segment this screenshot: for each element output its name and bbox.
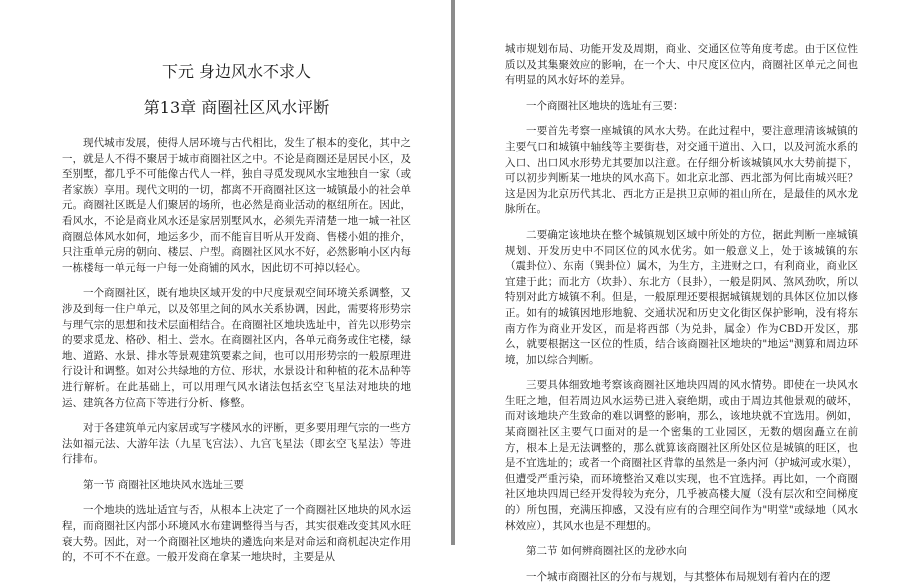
left-page [0, 0, 451, 564]
paragraph: 一个商圈社区，既有地块区域开发的中尺度景观空间环境关系调整，又涉及到每一住户单元，以及邻里之间的风水关系协调，因此，需要将形势宗与理气宗的思想和技术层面相结合。在商圈社区地块选址中，首先以形势宗的要求觅龙、格砂、相土、尝水。在商圈社区内，各单元商务或住宅楼，绿地、道路、水景、排水等景观建筑要素之间，也可以用形势宗的一般原理进行设计和调整。如对公共绿地的方位、形状，水景设计和种植的花木品种等进行解析。在此基础上，可以用理气风水诸法包括玄空飞星法对地块的地运、建筑各方位高下等进行分析、修整。 [62, 287, 411, 409]
paragraph: 一个商圈社区地块的选址有三要： [526, 99, 684, 112]
paragraph: 对于各建筑单元内家居或写字楼风水的评断，更多要用理气宗的一些方法如福元法、大游年法（九星飞宫法）、九宫飞星法（即玄空飞星法）等进行排布。 [62, 422, 411, 466]
paragraph: 一个城市商圈社区的分布与规划，与其整体布局规划有着内在的逻 [526, 570, 831, 583]
paragraph: 城市规划布局、功能开发及周期，商业、交通区位等角度考虑。由于区位性质以及其集聚效应的影响，在一个大、中尺度区位内，商圈社区单元之间也有明显的风水好坏的差异。 [505, 43, 858, 87]
paragraph: 一要首先考察一座城镇的风水大势。在此过程中，要注意理清该城镇的主要气口和城镇中轴线等主要街巷，对交通干道出、入口，以及河流水系的入口、出口风水形势尤其要加以注意。在仔细分析该城镇风水大势前提下，可以初步判断某一地块的风水高下。如北京北部、西北部为何比南城兴旺？这是因为北京历代其北、西北方正是拱卫京师的祖山所在，是最佳的风水龙脉所在。 [505, 125, 858, 216]
paragraph: 现代城市发展，使得人居环境与古代相比，发生了根本的变化，其中之一，就是人不得不聚居于城市商圈社区之中。不论是商圈还是居民小区，及至别墅，都几乎不可能像古代人一样，独自寻觅发现风水宝地独自一家（或者家族）享用。现代文明的一切，都离不开商圈社区这一城镇最小的社会单元。商圈社区既是人们聚居的场所，也必然是商业活动的枢纽所在。因此，看风水，不论是商业风水还是家居别墅风水，必须先弄清楚一地一城一社区商圈总体风水如何，地运多少，而不能盲目听从开发商、售楼小姐的推介，只注重单元房的朝向、楼层、户型。商圈社区风水不好，必然影响小区内每一栋楼每一单元每一户每一处商铺的风水，因此切不可掉以轻心。 [62, 137, 411, 274]
right-page [455, 0, 900, 583]
paragraph: 二要确定该地块在整个城镇规划区域中所处的方位，据此判断一座城镇规划、开发历史中不同区位的风水优劣。如一般意义上，处于该城镇的东（震卦位）、东南（巽卦位）属木，为生方，主进财之口，有利商业，商业区宜建于此；而北方（坎卦）、东北方（艮卦），一般是阴风、煞风劲吹，所以特别对此方城镇不利。但是，一般原理还要根据城镇规划的具体区位加以修正。如有的城镇因地形地貌、交通状况和历史文化街区保护影响，没有将东南方作为商业开发区，而是将西部（为兑卦，属金）作为CBD开发区，那么，就要根据这一区位的性质，结合该商圈社区地块的"地运"测算和周边环境，加以综合判断。 [505, 228, 858, 366]
chapter-title: 第13章 商圈社区风水评断 [143, 98, 330, 117]
paragraph: 三要具体细致地考察该商圈社区地块四周的风水情势。即使在一块风水生旺之地，但若周边风水运势已进入衰绝期，或由于周边其他景观的破坏，而对该地块产生致命的难以调整的影响，那么，该地块就不宜选用。例如，某商圈社区主要气口面对的是一个密集的工业园区，无数的烟囱矗立在前方，根本上是无法调整的，那么就算该商圈社区所处区位是城镇的旺区，也是不宜选址的；或者一个商圈社区背靠的虽然是一条内河（护城河或水渠），但遭受严重污染，而环境整治又难以实现，也不宜选择。再比如，一个商圈社区地块四周已经开发得较为充分，几乎被高楼大厦（没有层次和空间梯度的）所包围，充满压抑感，又没有应有的合理空间作为"明堂"或绿地（风水林效应），其风水也是不理想的。 [505, 379, 858, 532]
part-title: 下元 身边风水不求人 [161, 62, 312, 81]
paragraph: 一个地块的选址适宜与否，从根本上决定了一个商圈社区地块的风水运程，而商圈社区内部小环境风水布建调整得当与否，其实很难改变其风水旺衰大势。因此，对一个商圈社区地块的遴选向来是对命运和商机起决定作用的，不可不不在意。一般开发商在拿某一地块时，主要是从 [62, 504, 411, 564]
section-heading: 第二节 如何辨商圈社区的龙砂水向 [526, 545, 687, 558]
section-heading: 第一节 商圈社区地块风水选址三要 [83, 478, 244, 491]
